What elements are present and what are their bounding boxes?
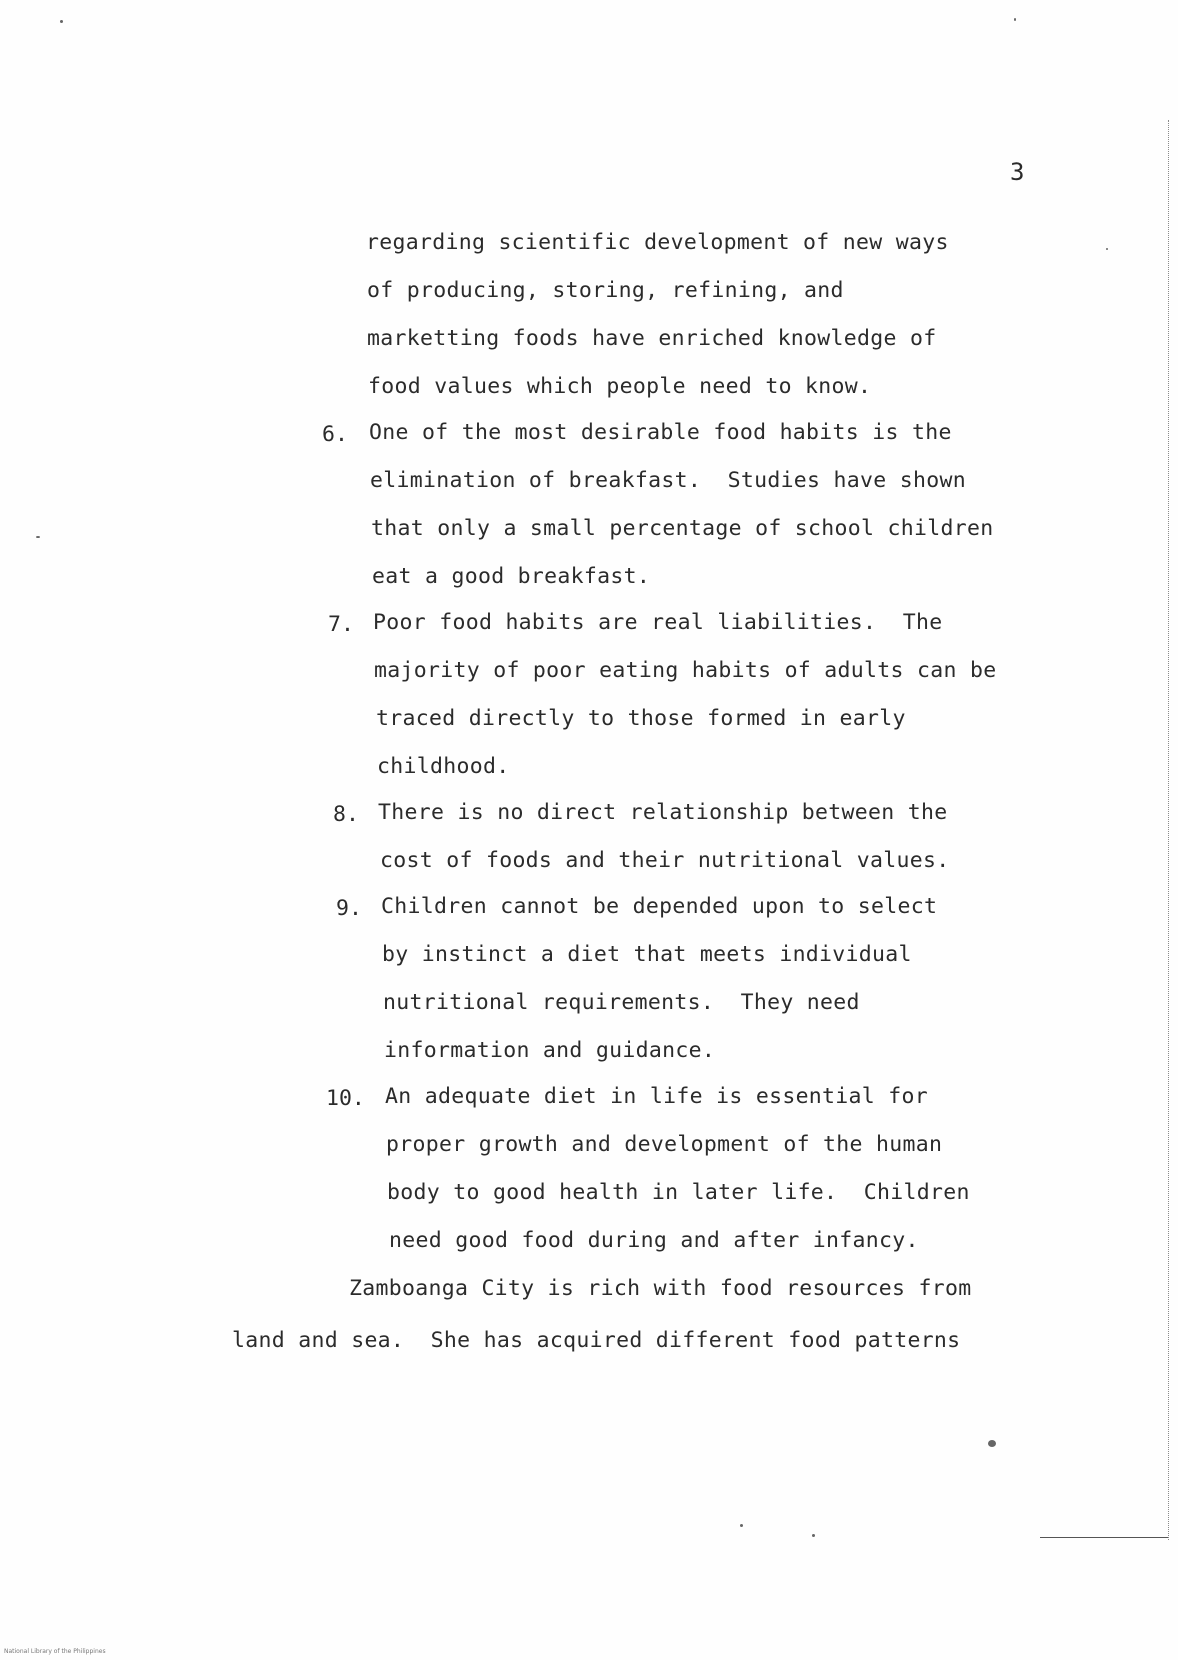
text-line: nutritional requirements. They need	[383, 990, 860, 1015]
text-line: body to good health in later life. Children	[387, 1180, 970, 1205]
ink-speck	[740, 1524, 743, 1527]
text-line: childhood.	[377, 754, 510, 779]
text-line: information and guidance.	[384, 1038, 716, 1063]
text-line: Children cannot be depended upon to select	[381, 894, 938, 919]
text-line: by instinct a diet that meets individual	[382, 942, 912, 967]
text-line: proper growth and development of the human	[386, 1132, 943, 1157]
ink-speck	[1014, 18, 1016, 21]
scan-edge-rule	[1168, 120, 1169, 1540]
text-line: There is no direct relationship between the	[378, 800, 948, 825]
scan-edge-rule	[1040, 1537, 1168, 1538]
text-line: One of the most desirable food habits is the	[369, 420, 952, 445]
text-line: traced directly to those formed in early	[376, 706, 906, 731]
text-line: that only a small percentage of school children	[371, 516, 994, 541]
list-item-number: 6.	[322, 422, 348, 447]
list-item-number: 10.	[326, 1086, 365, 1111]
scan-footer: National Library of the Philippines	[4, 1648, 106, 1655]
text-line: majority of poor eating habits of adults can be	[374, 658, 997, 683]
text-line: land and sea. She has acquired different food patterns	[232, 1328, 961, 1353]
text-line: Poor food habits are real liabilities. The	[373, 610, 943, 635]
ink-speck	[1106, 248, 1108, 250]
list-item-number: 9.	[336, 896, 362, 921]
text-line: marketting foods have enriched knowledge of	[367, 326, 937, 351]
text-line: eat a good breakfast.	[372, 564, 651, 589]
text-line: An adequate diet in life is essential for	[385, 1084, 929, 1109]
ink-speck	[988, 1440, 996, 1447]
text-line: need good food during and after infancy.	[389, 1228, 919, 1253]
ink-speck	[60, 20, 63, 23]
text-line: of producing, storing, refining, and	[367, 278, 844, 303]
list-item-number: 7.	[328, 612, 354, 637]
list-item-number: 8.	[333, 802, 359, 827]
page-number: 3	[1010, 158, 1025, 186]
text-line: cost of foods and their nutritional values.	[380, 848, 950, 873]
ink-speck	[812, 1534, 815, 1537]
text-line: regarding scientific development of new ways	[366, 230, 949, 255]
text-line: food values which people need to know.	[368, 374, 872, 399]
text-line: elimination of breakfast. Studies have shown	[370, 468, 966, 493]
ink-speck	[36, 536, 40, 538]
text-line: Zamboanga City is rich with food resources from	[349, 1276, 972, 1301]
